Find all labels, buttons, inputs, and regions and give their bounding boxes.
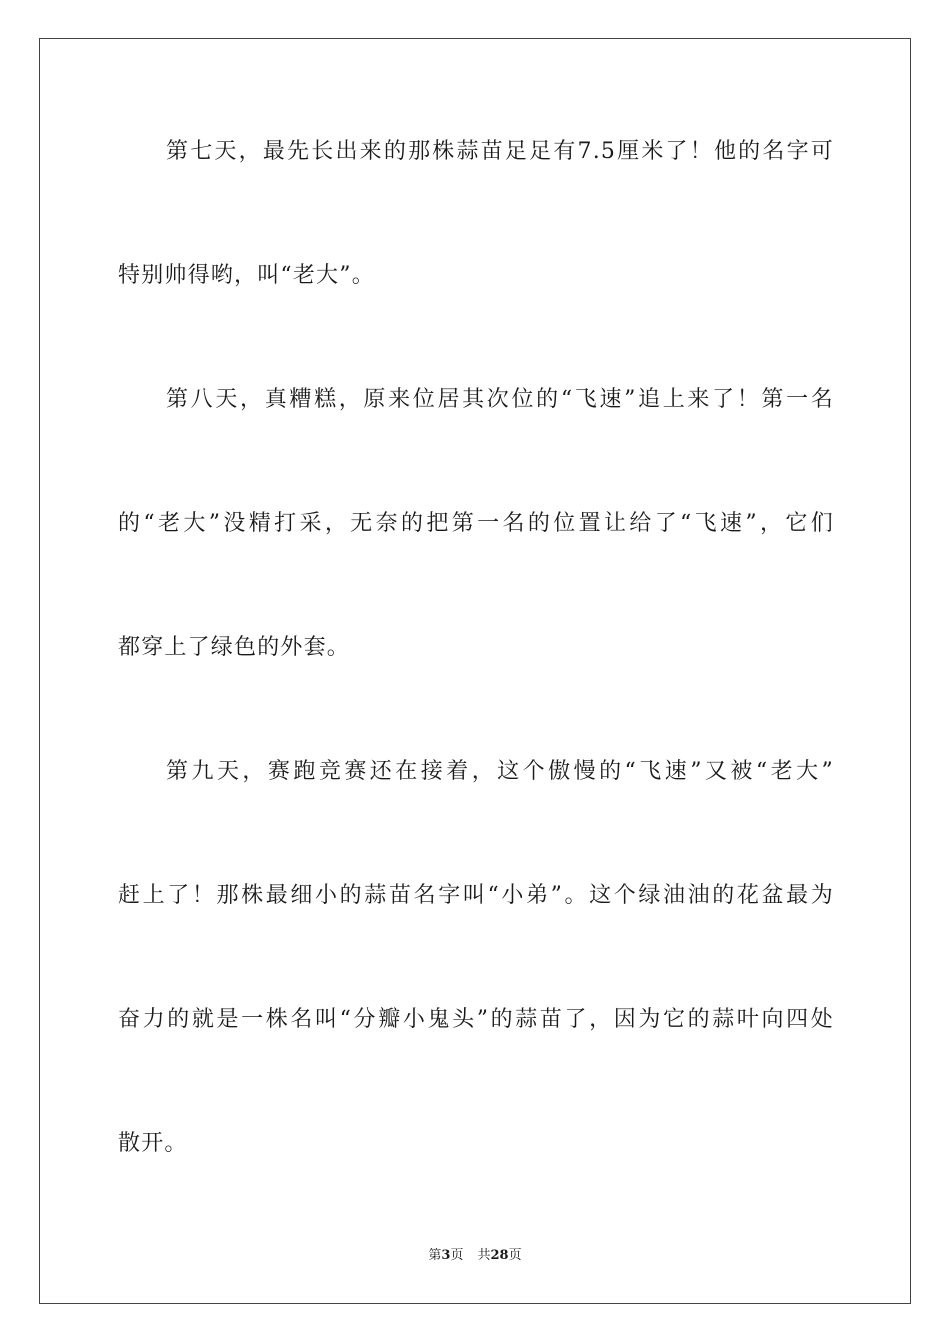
page-suffix: 页 [450,1248,464,1263]
paragraph-line: 都穿上了绿色的外套。 [118,635,351,660]
paragraph-line: 赶上了！那株最细小的蒜苗名字叫“小弟”。这个绿油油的花盆最为 [118,883,834,908]
paragraph-line: 第九天，赛跑竞赛还在接着，这个傲慢的“飞速”又被“老大” [166,759,834,784]
total-pages: 28 [490,1248,509,1263]
paragraph-line: 特别帅得哟，叫“老大”。 [118,263,375,288]
paragraph-line: 散开。 [118,1131,188,1156]
page-footer [0,1247,950,1265]
page-prefix: 第 [428,1248,442,1263]
paragraph-line: 第七天，最先长出来的那株蒜苗足足有7.5厘米了！他的名字可 [166,139,834,164]
page-number: 3 [441,1248,451,1263]
paragraph-line: 第八天，真糟糕，原来位居其次位的“飞速”追上来了！第一名 [166,387,834,412]
paragraph-line: 奋力的就是一株名叫“分瓣小鬼头”的蒜苗了，因为它的蒜叶向四处 [118,1007,834,1032]
total-suffix: 页 [508,1248,522,1263]
page-border [39,38,911,1304]
total-prefix: 共 [477,1248,491,1263]
paragraph-line: 的“老大”没精打采，无奈的把第一名的位置让给了“飞速”，它们 [118,511,834,536]
